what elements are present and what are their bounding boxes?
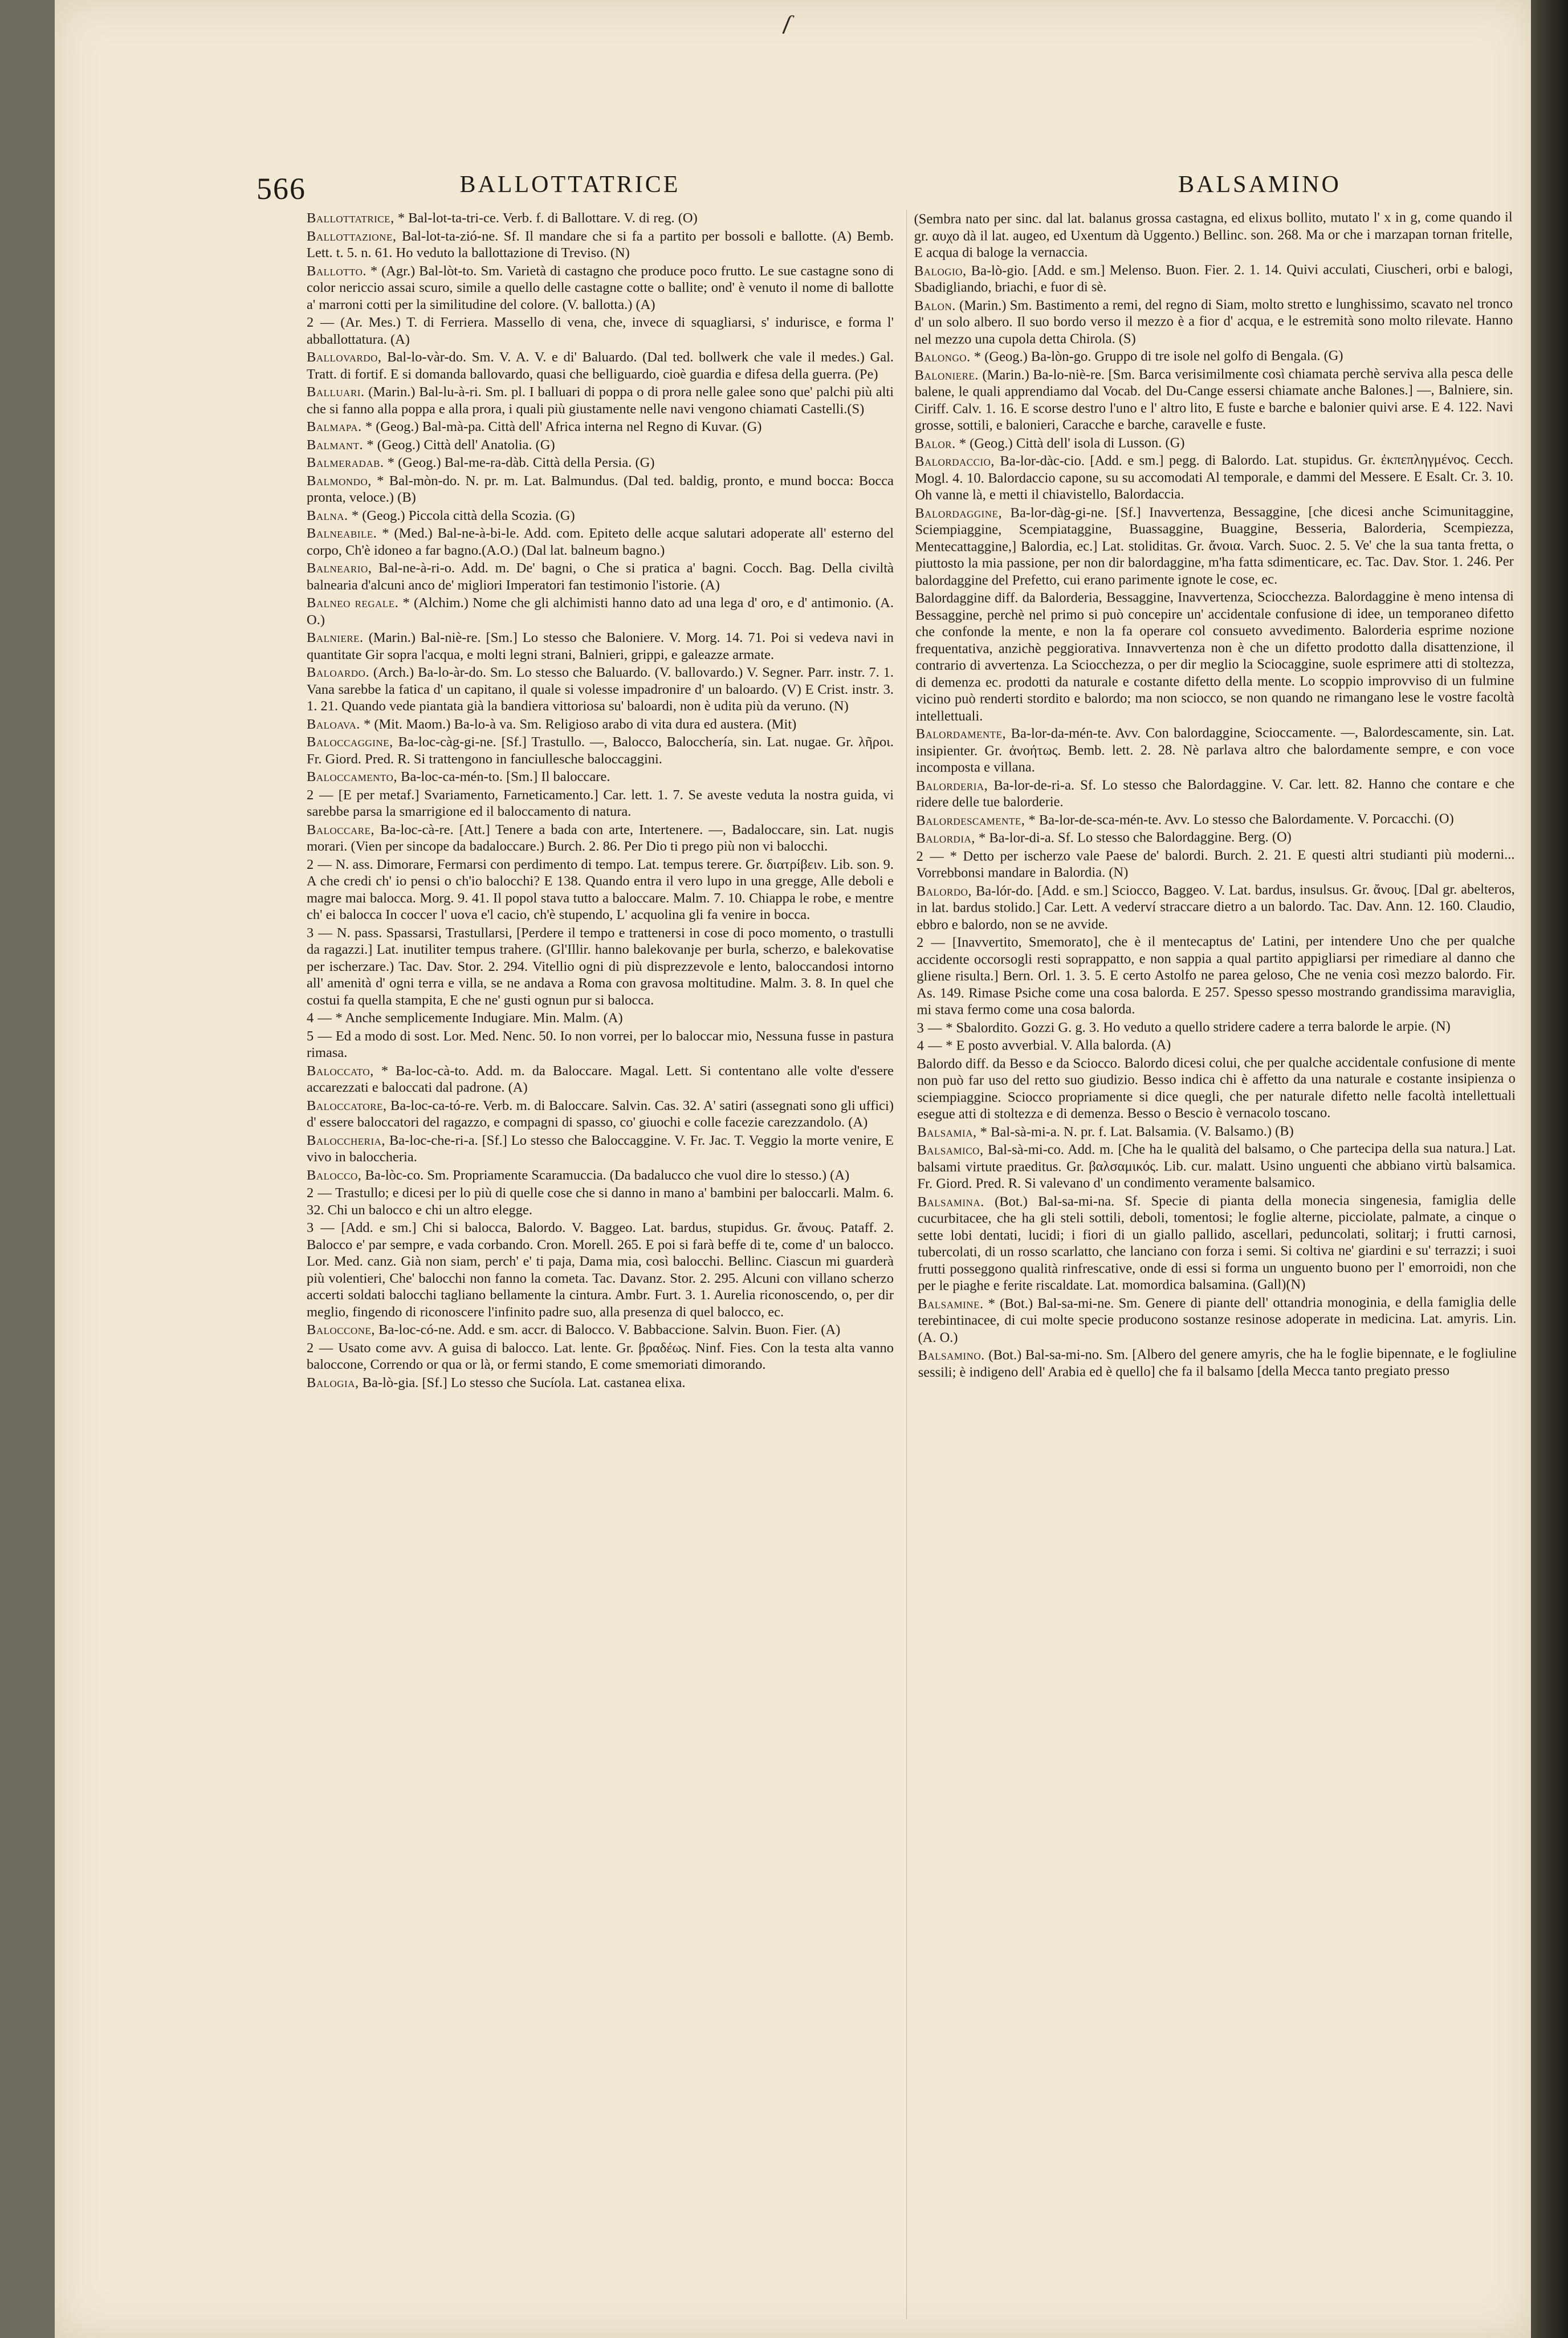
entry-definition: * Ba-loc-cà-to. Add. m. da Baloccare. Magal. Lett. Si contentano alle volte d'essere accarezzati e baloccati dal padrone. (A) — [307, 1063, 894, 1095]
entry-headword: 3 — — [917, 1020, 942, 1036]
ink-mark: ſ — [781, 10, 793, 35]
dictionary-entry — [914, 347, 1513, 365]
entry-definition: (Marin.) Sm. Bastimento a remi, del regno di Siam, molto stretto e lunghissimo, scavato nel tronco d' un solo albero. Il suo bordo verso il mezzo è a fior d' acqua, e le estremità sono molto rilevate. Hanno nel mezzo una cupola detta Chirola. (S) — [914, 295, 1513, 347]
dictionary-entry — [916, 846, 1514, 882]
entry-definition: [Add. e sm.] Chi si balocca, Balordo. V. Baggeo. Lat. bardus, stupidus. Gr. ἄνους. Pataff. 2. Balocco e' par sempre, e vada corbando. Cron. Morell. 265. E poi si farà beffe di te, come d' un balocco. Lor. Med. canz. Già non siam, perch' e' ti paja, Dama mia, così balocchi. Bellinc. Ciascun mi guarderà più volentieri, Che' balocchi non fanno la cometa. Tac. Davanz. Stor. 2. 295. Alcuni con villano scherzo accerti soldati balocchi tagliano bellamente la cintura. Ambr. Furt. 3. 1. Aurelia riconoscendo, o, per dir meglio, fingendo di riconoscere l'infinito padre suo, alla presenza di quel balocco, ec. — [307, 1220, 894, 1320]
entry-headword: Baloccone, — [307, 1322, 376, 1337]
entry-definition: Ba-lor-de-ri-a. Sf. Lo stesso che Balordaggine. V. Car. lett. 82. Hanno che contare e che ridere delle tue balorderie. — [916, 775, 1515, 810]
entry-headword: Balor. — [914, 436, 956, 452]
entry-headword: Ballottatrice, — [307, 210, 394, 226]
entry-headword: Baloccamento, — [307, 769, 397, 784]
dictionary-entry — [915, 588, 1514, 725]
entry-headword: Balneo regale. — [307, 595, 399, 611]
entry-definition: Ba-loc-ca-tó-re. Verb. m. di Baloccare. Salvin. Cas. 32. A' satiri (assegnati sono gli uffici) d' essere baloccatori del ragazzo, e compagni di spasso, co' giuochi e colle facezie carezzandolo. (A) — [307, 1097, 894, 1130]
entry-definition: N. ass. Dimorare, Fermarsi con perdimento di tempo. Lat. tempus terere. Gr. διατρίβειν. Lib. son. 9. A che credi ch' io pensi o ch'io balocchi? E 138. Quando entra il vero lupo in una gregge, Alle deboli e magre mai balocca. Morg. 9. 41. Il popol stava tutto a baloccare. Malm. 7. 10. Chiappa le robe, e mentre ch' ei balocca In coccer l' uova e'l cacio, ch'è stupendo, L' acquolina gli fa venire in bocca. — [307, 856, 894, 922]
right-column — [914, 209, 1520, 2316]
dictionary-entry — [307, 716, 894, 733]
entry-definition: * E posto avverbial. V. Alla balorda. (A) — [946, 1037, 1171, 1054]
entry-definition: Ba-lor-dàc-cio. [Add. e sm.] pegg. di Balordo. Lat. stupidus. Gr. ἐκπεπληγμένος. Cecch. Mogl. 4. 10. Balordaccio capone, su su accomodati Al temporale, e dammi del Messere. E Esalt. Cr. 3. 10. Oh vanne là, e metti il chiavistello, Balordaccia. — [915, 452, 1514, 503]
dictionary-entry — [307, 228, 894, 262]
entry-headword: Balmeradab. — [307, 455, 384, 470]
entry-definition: * (Geog.) Bal-mà-pa. Città dell' Africa interna nel Regno di Kuvar. (G) — [365, 419, 762, 434]
dictionary-entry — [307, 629, 894, 663]
entry-definition: Usato come avv. A guisa di balocco. Lat. lente. Gr. βραδέως. Ninf. Fies. Con la testa alta vanno baloccone, Correndo or qua or là, or fermi stando, E come smemoriati dimorando. — [307, 1340, 894, 1372]
entry-definition: N. pass. Spassarsi, Trastullarsi, [Perdere il tempo e trattenersi in cose di poco momento, o trastulli da ragazzi.] Lat. inutiliter tempus trahere. (Gl'Illir. hanno balekovanje per burla, scherzo, e balekovatise per ischerzare.) Tac. Dav. Stor. 2. 294. Vitellio ogni di più disprezzevole e lento, baloccandosi intorno all' amenità d' ogni terra e villa, se ne andava a Roma con gravosa moltitudine. Malm. 3. 8. In quel che costui fa quella stampita, E che ne' gusti ognun pur si balocca. — [307, 925, 894, 1008]
entry-headword: 2 — — [307, 787, 333, 803]
dictionary-entry — [917, 881, 1515, 933]
entry-definition: (Bot.) Bal-sa-mi-no. Sm. [Albero del genere amyris, che ha le foglie bipennate, e le fogliuline sessili; è indigeno dell' Arabia ed è quello] che fa il balsamo [della Mecca tanto pregiato presso — [918, 1345, 1517, 1380]
running-head-left: BALLOTTATRICE — [459, 172, 681, 198]
entry-definition: Ba-loc-cà-re. [Att.] Tenere a bada con arte, Intertenere. —, Badaloccare, sin. Lat. nugis morari. (Vien per sincope da badaloccare.) Burch. 2. 86. Per Dio ti prego più non vi balocchi. — [307, 822, 894, 854]
entry-definition: Ba-loc-che-ri-a. [Sf.] Lo stesso che Baloccaggine. V. Fr. Jac. T. Veggio la morte venire, E vivo in baloccheria. — [307, 1132, 894, 1165]
dictionary-entry — [307, 1063, 894, 1096]
dictionary-entry — [307, 734, 894, 767]
entry-definition: Balordaggine diff. da Balorderia, Bessaggine, Inavvertenza, Sciocchezza. Balordaggine è meno intensa di Bessaggine, perchè nel primo si può concepire un' accidentale confusione di idee, un temporaneo difetto che confonde la mente, e non la fa operare col consueto avvedimento. Balorderia esprime nozione frequentativa, anzichè peggiorativa. Innavvertenza non è che un difetto prodotto dalla disattenzione, il contrario di avvertenza. La Sciocchezza, o per dir meglio la Sciocaggine, suole esprimere atti di stoltezza, di demenza ec. prodotti da naturale e costante difetto della mente. Lo scoppio improvviso di un fulmine vicino può renderti stordito e balordo; ma non sciocco, se non quando ne rimangano lese le vostre facoltà intellettuali. — [915, 588, 1514, 724]
entry-headword: Balon. — [914, 298, 956, 314]
entry-headword: Balordamente, — [915, 726, 1007, 742]
entry-definition: Ba-loc-ca-mén-to. [Sm.] Il baloccare. — [401, 769, 610, 784]
entry-headword: Baloccato, — [307, 1063, 374, 1079]
entry-headword: Baloardo. — [307, 665, 370, 680]
dictionary-entry — [917, 1122, 1516, 1141]
entry-headword: Balmondo, — [307, 473, 372, 489]
entry-headword: Balorderia, — [916, 777, 988, 794]
entry-definition: (Ar. Mes.) T. di Ferriera. Massello di vena, che, invece di squagliarsi, s' indurisce, e forma l' abballottatura. (A) — [307, 315, 894, 347]
entry-headword: Baloava. — [307, 716, 360, 732]
entry-definition: * Bal-lot-ta-tri-ce. Verb. f. di Ballottare. V. di reg. (O) — [397, 210, 698, 226]
entry-definition: * (Geog.) Città dell' isola di Lusson. (G) — [959, 434, 1185, 452]
entry-headword: Baloniere. — [914, 367, 979, 383]
entry-definition: * (Mit. Maom.) Ba-lo-à va. Sm. Religioso arabo di vita dura ed austera. (Mit) — [363, 716, 797, 732]
entry-definition: Ba-loc-càg-gi-ne. [Sf.] Trastullo. —, Balocco, Balocchería, sin. Lat. nugae. Gr. λῆροι. Fr. Giord. Pred. R. Si trattengono in fanciullesche baloccaggini. — [307, 734, 894, 767]
entry-definition: * (Med.) Bal-ne-à-bi-le. Add. com. Epiteto delle acque salutari adoperate all' esterno del corpo, Ch'è idoneo a far bagno.(A.O.) (Dal lat. balneum bagno.) — [307, 526, 894, 558]
entry-definition: * Sbalordito. Gozzi G. g. 3. Ho veduto a quello stridere cadere a terra balorde le arpie. (N) — [946, 1018, 1451, 1036]
entry-definition: Trastullo; e dicesi per lo più di quelle cose che si danno in mano a' bambini per baloccarli. Malm. 6. 32. Chi un balocco e chi un altro elegge. — [307, 1185, 894, 1218]
dictionary-entry — [307, 210, 894, 227]
dictionary-entry — [307, 822, 894, 855]
dictionary-entry — [917, 1018, 1516, 1036]
entry-definition: * (Geog.) Ba-lòn-go. Gruppo di tre isole nel golfo di Bengala. (G) — [974, 348, 1343, 365]
dictionary-entry — [917, 1140, 1516, 1192]
entry-headword: Balongo. — [914, 349, 971, 365]
dictionary-entry — [916, 828, 1514, 847]
dictionary-entry — [916, 775, 1514, 811]
entry-headword: Baloccheria, — [307, 1132, 386, 1148]
dictionary-entry — [307, 595, 894, 628]
entry-headword: 3 — — [307, 925, 333, 941]
entry-definition: Ba-lò-gio. [Add. e sm.] Melenso. Buon. Fier. 2. 1. 14. Quivi acculati, Ciuscheri, orbi e balogi, Sbadigliando, briachi, e fuor di sè. — [914, 261, 1513, 295]
dictionary-entry — [307, 525, 894, 559]
dictionary-entry — [916, 810, 1514, 829]
dictionary-entry — [307, 349, 894, 383]
dictionary-entry — [307, 787, 894, 820]
entry-headword: 3 — — [307, 1220, 335, 1235]
entry-definition: Bal-lo-vàr-do. Sm. V. A. V. e di' Baluardo. (Dal ted. bollwerk che vale il medes.) Gal. Tratt. di fortif. E si domanda ballovardo, quasi che belliguardo, cioè guardia e difesa della guerra. (Pe) — [307, 349, 894, 382]
entry-headword: 2 — — [307, 1185, 332, 1201]
entry-headword: Balmant. — [307, 437, 364, 453]
entry-definition: Bal-sà-mi-co. Add. m. [Che ha le qualità del balsamo, o Che partecipa della sua natura.] Lat. balsami virtute praeditus. Gr. βαλσαμικός. Lib. cur. malatt. Usino unguenti che abbiano virtù balsamica. Fr. Giord. Pred. R. Si valevano d' un condimento veramente balsamico. — [917, 1140, 1516, 1192]
dictionary-entry — [307, 1185, 894, 1218]
entry-definition: (Marin.) Ba-lo-niè-re. [Sm. Barca verisimilmente così chiamata perchè serviva alla pesca delle balene, le quali apprendiamo dal Vocab. del Du-Cange essersi chiamate anche Balones.] —, Balniere, sin. Ciriff. Calv. 1. 16. E scorse destro l'uno e l' altro lito, E fuste e barche e balonier quivi arse. E 4. 122. Navi grosse, sottili, e balonieri, Caracche e barche, caravelle e fuste. — [914, 365, 1513, 433]
entry-definition: (Marin.) Bal-lu-à-ri. Sm. pl. I balluari di poppa o di prora nelle galee sono que' palchi più alti che si fanno alla poppa e alla prora, i quali più giustamente nelle navi vengono chiamati Castelli.(S) — [307, 384, 894, 417]
dictionary-entry — [307, 418, 894, 436]
entry-headword: Balneabile. — [307, 526, 377, 541]
entry-headword: 2 — — [916, 934, 946, 950]
dictionary-entry — [307, 1010, 894, 1027]
entry-definition: (Bot.) Bal-sa-mi-na. Sf. Specie di pianta della monecia singenesia, famiglia delle cucurbitacee, che ha gli steli sottili, deboli, tomentosi; le foglie alterne, picciolate, palmate, a cinque o sette lobi dentati, lucidi; i fiori di un giallo pallido, ascellari, peduncolati, solitarj; i frutti carnosi, tubercolati, di un rosso scarlatto, che lanciano con forza i semi. Si coltiva ne' giardini e su' terrazzi; i suoi frutti posseggono qualità rinfrescative, onde di essi si forma un unguento buono per l' emorroidi, non che per le piaghe e ferite riscaldate. Lat. momordica balsamina. (Gall)(N) — [917, 1192, 1517, 1294]
entry-definition: * (Geog.) Città dell' Anatolia. (G) — [366, 437, 555, 453]
entry-definition: * Ba-lor-di-a. Sf. Lo stesso che Balordaggine. Berg. (O) — [978, 829, 1292, 846]
entry-headword: Balsamina. — [917, 1193, 984, 1210]
dictionary-entry — [307, 1375, 894, 1392]
dictionary-entry — [917, 1035, 1516, 1054]
dictionary-entry — [307, 664, 894, 715]
entry-headword: Balniere. — [307, 630, 364, 645]
entry-headword: Ballovardo, — [307, 349, 382, 365]
entry-headword: 5 — — [307, 1028, 332, 1044]
dictionary-entry — [918, 1294, 1516, 1346]
entry-headword: Balsamico, — [917, 1142, 984, 1158]
page-header — [256, 171, 1568, 205]
entry-headword: Balogio, — [914, 263, 967, 279]
dictionary-entry — [307, 263, 894, 314]
dictionary-entry — [918, 1345, 1517, 1381]
dictionary-entry — [307, 925, 894, 1009]
entry-definition: [E per metaf.] Svariamento, Farneticamento.] Car. lett. 1. 7. Se aveste veduta la nostra guida, vi sarebbe parsa la smarrigione ed il baloccamento di natura. — [307, 787, 894, 819]
dictionary-entry — [918, 1192, 1517, 1295]
dictionary-entry — [915, 365, 1513, 434]
entry-definition: (Sembra nato per sinc. dal lat. balanus grossa castagna, ed elixus bollito, mutato l' x in g, come quando il gr. αυχο dà il lat. augeo, ed Uxentum dà Uggento.) Bellinc. son. 268. Ma or che i marzapan tornan fritelle, E acqua di baloge la vernaccia. — [914, 209, 1513, 261]
dictionary-entry — [914, 295, 1513, 348]
entry-headword: Balogia, — [307, 1375, 359, 1390]
entry-definition: * (Geog.) Bal-me-ra-dàb. Città della Persia. (G) — [387, 455, 655, 470]
dictionary-entry — [307, 473, 894, 506]
entry-definition: Ba-lòc-co. Sm. Propriamente Scaramuccia. (Da badalucco che vuol dire lo stesso.) (A) — [365, 1167, 850, 1183]
entry-definition: * Bal-mòn-do. N. pr. m. Lat. Balmundus. (Dal ted. baldig, pronto, e mund bocca: Bocca pronta, veloce.) (B) — [307, 473, 894, 505]
entry-definition: Balordo diff. da Besso e da Sciocco. Balordo dicesi colui, che per qualche accidentale confusione di mente non può far uso del retto suo giudizio. Besso indica chi è affetto da una naturale e costante insipienza o sciempiaggine. Sciocco propriamente si dice quegli, che per naturale difetto nelle facoltà intellettuali esegue atti di stoltezza e di demenza. Besso o Bescio è vernacolo toscano. — [917, 1054, 1516, 1122]
entry-headword: Balluari. — [307, 384, 365, 400]
entry-headword: Balsamine. — [918, 1295, 984, 1312]
dictionary-entry — [307, 1322, 894, 1339]
entry-headword: Balsamia, — [917, 1124, 977, 1140]
entry-definition: * (Geog.) Piccola città della Scozia. (G) — [351, 507, 575, 523]
book-spine — [1531, 0, 1568, 2338]
entry-definition: Ba-lor-dàg-gi-ne. [Sf.] Inavvertenza, Bessaggine, [che dicesi anche Scimunitaggine, Sciempiaggine, Scempiataggine, Buassaggine, Buaggine, Besseria, Balorderia, Scempiezza, Mentecattaggine,] Balordia, ec.] Lat. stoliditas. Gr. ἄνοια. Varch. Suoc. 2. 5. Ve' che la sua tanta fretta, o piuttosto la mia passione, per non dir balordaggine, m'ha fatta sdimenticare, ec. Tac. Dav. Stor. 1. 246. Per balordaggine del Prefetto, cui erano parimente ignote le cose, ec. — [915, 503, 1514, 588]
entry-headword: Balordia, — [916, 830, 975, 846]
entry-headword: Balordaggine, — [915, 505, 1003, 521]
entry-definition: * Anche semplicemente Indugiare. Min. Malm. (A) — [335, 1010, 623, 1026]
entry-headword: 2 — — [307, 315, 335, 330]
entry-definition: (Marin.) Bal-niè-re. [Sm.] Lo stesso che Baloniere. V. Morg. 14. 71. Poi si vedeva navi in quantitate Gir sopra l'acqua, e molti legni strani, Balnieri, grippi, e galeazze armate. — [307, 630, 894, 662]
dictionary-entry — [916, 723, 1514, 776]
dictionary-entry — [917, 932, 1516, 1018]
dictionary-entry — [307, 1097, 894, 1131]
entry-headword: Baloccatore, — [307, 1097, 387, 1113]
running-head-right: BALSAMINO — [1178, 172, 1341, 198]
dictionary-entry — [917, 1054, 1516, 1123]
entry-definition: * (Bot.) Bal-sa-mi-ne. Sm. Genere di piante dell' ottandria monoginia, e della famiglia delle terebintinacee, di cui molte specie producono sostanze resinose adoperate in medicina. Lat. amyris. Lin. (A. O.) — [918, 1294, 1517, 1345]
entry-definition: Ba-lór-do. [Add. e sm.] Sciocco, Baggeo. V. Lat. bardus, insulsus. Gr. ἄνους. [Dal gr. abelteros, in lat. bardus stolido.] Car. Lett. A vederví straccare dietro a un balordo. Tac. Dav. Ann. 12. 160. Claudio, ebbro e balordo, non se ne avvide. — [916, 881, 1515, 933]
dictionary-entry — [307, 856, 894, 924]
entry-headword: Baloccaggine, — [307, 734, 393, 750]
left-column — [307, 210, 894, 2315]
entry-headword: Baloccare, — [307, 822, 375, 837]
entry-headword: Ballottazione, — [307, 228, 397, 244]
dictionary-entry — [307, 507, 894, 524]
dictionary-entry — [307, 1340, 894, 1373]
entry-headword: Balna. — [307, 507, 348, 523]
dictionary-entry — [915, 433, 1513, 452]
dictionary-entry — [307, 1028, 894, 1062]
entry-definition: * (Alchim.) Nome che gli alchimisti hanno dato ad una lega d' oro, e d' antimonio. (A. O.) — [307, 595, 894, 628]
entry-headword: Balordo, — [916, 883, 972, 899]
page-number: 566 — [256, 172, 306, 206]
entry-definition: (Arch.) Ba-lo-àr-do. Sm. Lo stesso che Baluardo. (V. ballovardo.) V. Segner. Parr. instr. 7. 1. Vana sarebbe la fatica d' un capitano, il quale si volesse impadronire d' un baloardo. (V) E Crist. instr. 3. 1. 21. Quando vede piantata già la bandiera vittoriosa su' baloardi, non è udita più da veruno. (N) — [307, 665, 894, 714]
entry-headword: Ballotto. — [307, 263, 367, 279]
entry-headword: Balneario, — [307, 560, 372, 576]
dictionary-entry — [307, 560, 894, 593]
dictionary-entry — [307, 437, 894, 454]
entry-definition: Ed a modo di sost. Lor. Med. Nenc. 50. Io non vorrei, per lo baloccar mio, Nessuna fusse in pastura rimasa. — [307, 1028, 894, 1060]
entry-definition: Bal-lot-ta-zió-ne. Sf. Il mandare che si fa a partito per bossoli e ballotte. (A) Bemb. Lett. t. 5. n. 61. Ho veduto la ballottazione di Treviso. (N) — [307, 228, 894, 261]
dictionary-entry — [307, 1132, 894, 1166]
entry-headword: 2 — — [307, 856, 332, 872]
dictionary-entry — [307, 314, 894, 348]
dictionary-entry — [915, 451, 1513, 503]
dictionary-entry — [307, 384, 894, 417]
entry-headword: Balsamino. — [918, 1347, 985, 1363]
entry-definition: * Bal-sà-mi-a. N. pr. f. Lat. Balsamia. (V. Balsamo.) (B) — [980, 1123, 1294, 1140]
dictionary-entry — [307, 769, 894, 786]
entry-definition: [Inavvertito, Smemorato], che è il mentecaptus de' Latini, per intendere Uno che per qualche accidente occorsogli resti soprappatto, e non sappia a qual partito appigliarsi per rimediare al danno che gliene risulta.] Bern. Orl. 1. 3. 5. E certo Astolfo ne parea geloso, Che ne venia così mezzo balordo. Fir. As. 149. Rimase Psiche come una cosa balorda. E 257. Spesso spesso mostrando grandissima maraviglia, mi stava fermo come una cosa balorda. — [917, 933, 1516, 1018]
dictionary-entry — [914, 261, 1513, 296]
entry-headword: Balocco, — [307, 1167, 362, 1183]
dictionary-entry — [307, 1167, 894, 1184]
entry-headword: Balordescamente, — [916, 812, 1025, 828]
column-divider — [906, 210, 907, 2319]
entry-definition: Ba-lor-da-mén-te. Avv. Con balordaggine, Scioccamente. —, Balordescamente, sin. Lat. insipienter. Gr. ἀνοήτως. Bemb. lett. 2. 28. Nè parlava altro che balordamente sempre, e con voce incomposta e villana. — [915, 724, 1514, 775]
entry-headword: 4 — — [917, 1038, 943, 1054]
entry-headword: 2 — — [307, 1340, 333, 1356]
entry-headword: 2 — — [916, 848, 944, 864]
entry-definition: Ba-lò-gia. [Sf.] Lo stesso che Sucíola. Lat. castanea elixa. — [362, 1375, 686, 1390]
entry-definition: Ba-loc-có-ne. Add. e sm. accr. di Balocco. V. Babbaccione. Salvin. Buon. Fier. (A) — [378, 1322, 841, 1337]
entry-definition: * Ba-lor-de-sca-mén-te. Avv. Lo stesso che Balordamente. V. Porcacchi. (O) — [1028, 811, 1454, 828]
entry-headword: 4 — — [307, 1010, 332, 1026]
entry-headword: Balordaccio, — [915, 453, 995, 469]
dictionary-entry — [307, 1219, 894, 1320]
entry-headword: Balmapa. — [307, 419, 362, 434]
entry-definition: Bal-ne-à-ri-o. Add. m. De' bagni, o Che si pratica a' bagni. Cocch. Bag. Della civiltà balnearia d'alcuni anco de' migliori Imperatori fan testimonio l'istorie. (A) — [307, 560, 894, 593]
dictionary-entry — [915, 503, 1514, 589]
dictionary-entry — [914, 209, 1513, 261]
dictionary-entry — [307, 454, 894, 471]
entry-definition: * Detto per ischerzo vale Paese de' balordi. Burch. 2. 21. E questi altri studianti più moderni... Vorrebbonsi mandare in Balordia. (N) — [916, 846, 1515, 881]
entry-definition: * (Agr.) Bal-lòt-to. Sm. Varietà di castagno che produce poco frutto. Le sue castagne sono di color nericcio assai scuro, simile a quello delle castagne cotte o ballite; ond' è venuto il nome di ballotte a' marroni cotti per la similitudine del colore. (V. ballotta.) (A) — [307, 263, 894, 312]
